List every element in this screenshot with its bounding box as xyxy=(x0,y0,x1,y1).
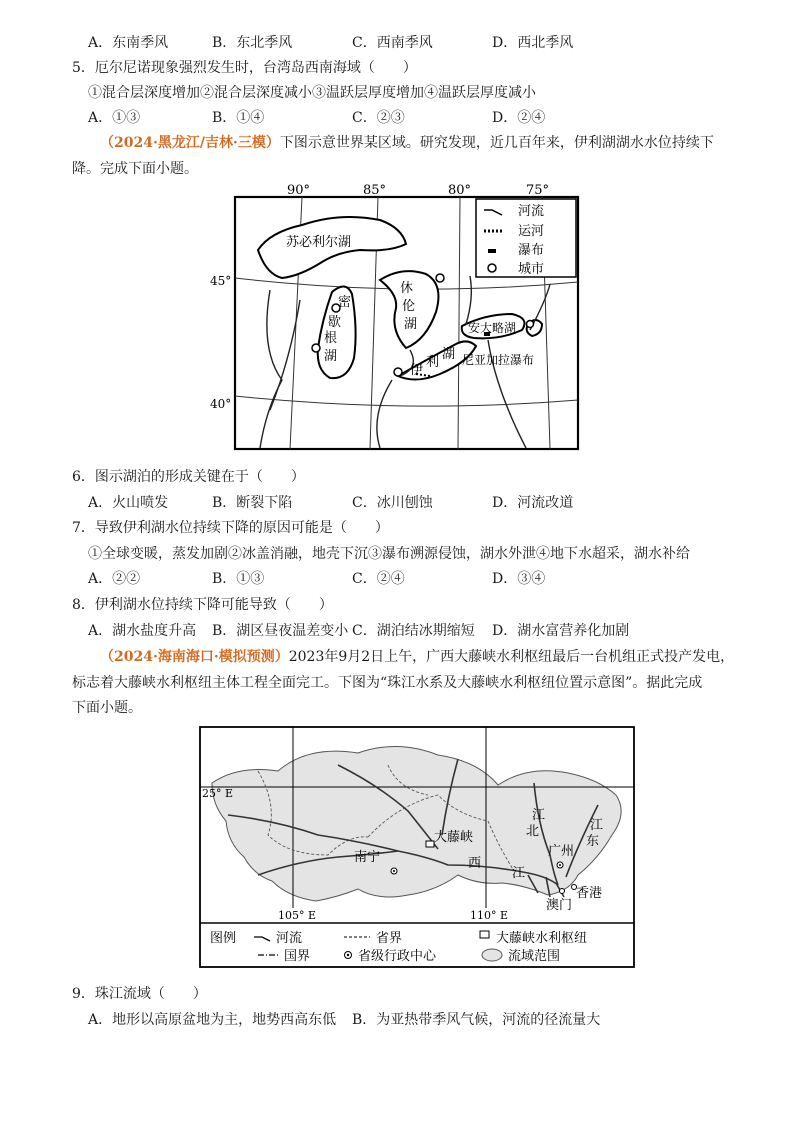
label-jiang: 江 xyxy=(512,865,526,880)
q7-option-a: A．②② xyxy=(88,571,141,587)
q7-stem: 7．导致伊利湖水位持续下降的原因可能是（ ） xyxy=(72,520,389,536)
lon-label-110: 110° E xyxy=(470,909,509,922)
map1-legend xyxy=(476,199,576,277)
q6-option-d: D．河流改道 xyxy=(492,495,574,511)
legend-dam-label: 大藤峡水利枢纽 xyxy=(496,930,588,945)
label-michigan-2: 歇 xyxy=(328,315,342,330)
q8-stem: 8．伊利湖水位持续下降可能导致（ ） xyxy=(72,597,333,613)
q6-option-a: A．火山喷发 xyxy=(88,495,169,511)
legend-river-label: 河流 xyxy=(276,930,303,945)
basin-icon xyxy=(482,949,502,961)
legend-river-label: 河流 xyxy=(518,204,545,219)
label-bei-1: 北 xyxy=(526,823,540,838)
city-marker xyxy=(436,274,444,282)
capital-marker xyxy=(559,864,561,866)
q6-option-c: C．冰川刨蚀 xyxy=(352,495,433,511)
q5-stem: 5．厄尔尼诺现象强烈发生时，台湾岛西南海域（ ） xyxy=(72,60,417,76)
dateng-dam-marker xyxy=(426,841,434,847)
waterfall-icon xyxy=(488,249,496,253)
label-huron-1: 休 xyxy=(400,281,414,296)
q6-stem: 6．图示湖泊的形成关键在于（ ） xyxy=(72,469,305,485)
city-marker xyxy=(527,321,534,328)
lat-label-45: 45° xyxy=(210,274,232,288)
q7-option-d: D．③④ xyxy=(492,571,546,587)
intro-passage-2-line-3: 下面小题。 xyxy=(72,700,142,716)
label-erie-3: 湖 xyxy=(442,347,456,362)
great-lakes-map xyxy=(210,180,590,452)
legend-province-label: 省界 xyxy=(376,930,403,945)
label-macao: 澳门 xyxy=(546,897,573,912)
lon-label-85: 85° xyxy=(363,183,387,198)
legend-waterfall-label: 瀑布 xyxy=(518,243,545,258)
legend-capital-label: 省级行政中心 xyxy=(358,948,437,963)
city-marker xyxy=(394,368,402,376)
intro-text: 下图示意世界某区域。研究发现，近几百年来，伊利湖湖水水位持续下降。完成下面小题。 xyxy=(72,135,714,177)
lat-label-25: 25° E xyxy=(202,787,234,800)
q9-option-a: A．地形以高原盆地为主，地势西高东低 xyxy=(88,1012,337,1028)
label-superior: 苏必利尔湖 xyxy=(286,235,352,250)
label-hongkong: 香港 xyxy=(576,885,603,900)
q5-option-b: B．①④ xyxy=(212,110,265,126)
label-huron-2: 伦 xyxy=(402,299,416,314)
legend-title: 图例 xyxy=(210,930,237,945)
label-nanning: 南宁 xyxy=(354,849,381,864)
q4-option-d: D．西北季风 xyxy=(492,35,574,51)
q7-statements: ①全球变暖，蒸发加剧②冰盖消融，地壳下沉③瀑布溯源侵蚀，湖水外泄④地下水超采，湖水补给 xyxy=(88,546,690,562)
label-dong-1: 东 xyxy=(586,833,600,848)
label-michigan-4: 湖 xyxy=(324,349,338,364)
label-bei-2: 江 xyxy=(532,807,546,822)
lon-label-80: 80° xyxy=(448,183,472,198)
lat-label-40: 40° xyxy=(210,397,232,411)
label-xi: 西 xyxy=(468,855,482,870)
legend-national-label: 国界 xyxy=(284,948,311,963)
label-erie-2: 利 xyxy=(426,355,440,370)
q5-statements: ①混合层深度增加②混合层深度减小③温跃层厚度增加④温跃层厚度减小 xyxy=(88,85,536,101)
capital-icon-dot xyxy=(347,954,349,956)
lon-label-105: 105° E xyxy=(278,909,317,922)
intro-passage-2-line-1: （2024·海南海口·模拟预测）2023年9月2日上午，广西大藤峡水利枢纽最后一台机组正式投产发电， xyxy=(100,649,735,665)
q6-option-b: B．断裂下陷 xyxy=(212,495,293,511)
label-ontario: 安大略湖 xyxy=(468,321,517,335)
source-tag: （2024·黑龙江/吉林·三模） xyxy=(100,135,280,151)
lon-label-90: 90° xyxy=(287,183,311,198)
dam-icon xyxy=(480,931,489,938)
label-huron-3: 湖 xyxy=(404,317,418,332)
city-icon xyxy=(488,264,496,272)
q4-option-b: B．东北季风 xyxy=(212,35,293,51)
legend-canal-label: 运河 xyxy=(518,224,545,239)
q5-option-c: C．②③ xyxy=(352,110,405,126)
label-michigan-3: 根 xyxy=(324,331,338,346)
label-niagara: 尼亚加拉瀑布 xyxy=(462,353,535,367)
q8-option-c: C．湖泊结冰期缩短 xyxy=(352,623,475,639)
source-tag: （2024·海南海口·模拟预测） xyxy=(100,649,289,665)
lon-label-75: 75° xyxy=(526,183,550,198)
q8-option-d: D．湖水富营养化加剧 xyxy=(492,623,630,639)
label-guangzhou: 广州 xyxy=(548,843,575,858)
q9-option-b: B．为亚热带季风气候，河流的径流量大 xyxy=(352,1012,601,1028)
legend-basin-label: 流域范围 xyxy=(508,948,561,963)
capital-marker xyxy=(393,870,395,872)
intro-passage-2-line-2: 标志着大藤峡水利枢纽主体工程全面完工。下图为“珠江水系及大藤峡水利枢纽位置示意图”。据此完成 xyxy=(72,675,703,691)
q8-option-b: B．湖区昼夜温差变小 xyxy=(212,623,349,639)
legend-city-label: 城市 xyxy=(518,262,545,277)
q8-option-a: A．湖水盐度升高 xyxy=(88,623,197,639)
label-dong-2: 江 xyxy=(590,817,604,832)
city-marker xyxy=(560,889,565,894)
pearl-river-map xyxy=(198,725,636,971)
q5-option-d: D．②④ xyxy=(492,110,546,126)
q4-option-a: A．东南季风 xyxy=(88,35,169,51)
label-michigan-1: 密 xyxy=(338,295,352,310)
city-marker xyxy=(572,885,577,890)
label-erie-1: 伊 xyxy=(410,363,424,378)
q9-stem: 9．珠江流域（ ） xyxy=(72,986,207,1002)
q7-option-c: C．②④ xyxy=(352,571,405,587)
intro-passage-1 xyxy=(72,130,732,182)
q4-option-c: C．西南季风 xyxy=(352,35,433,51)
q5-option-a: A．①③ xyxy=(88,110,141,126)
city-marker xyxy=(312,344,320,352)
label-dateng: 大藤峡 xyxy=(434,829,474,844)
q7-option-b: B．①③ xyxy=(212,571,265,587)
